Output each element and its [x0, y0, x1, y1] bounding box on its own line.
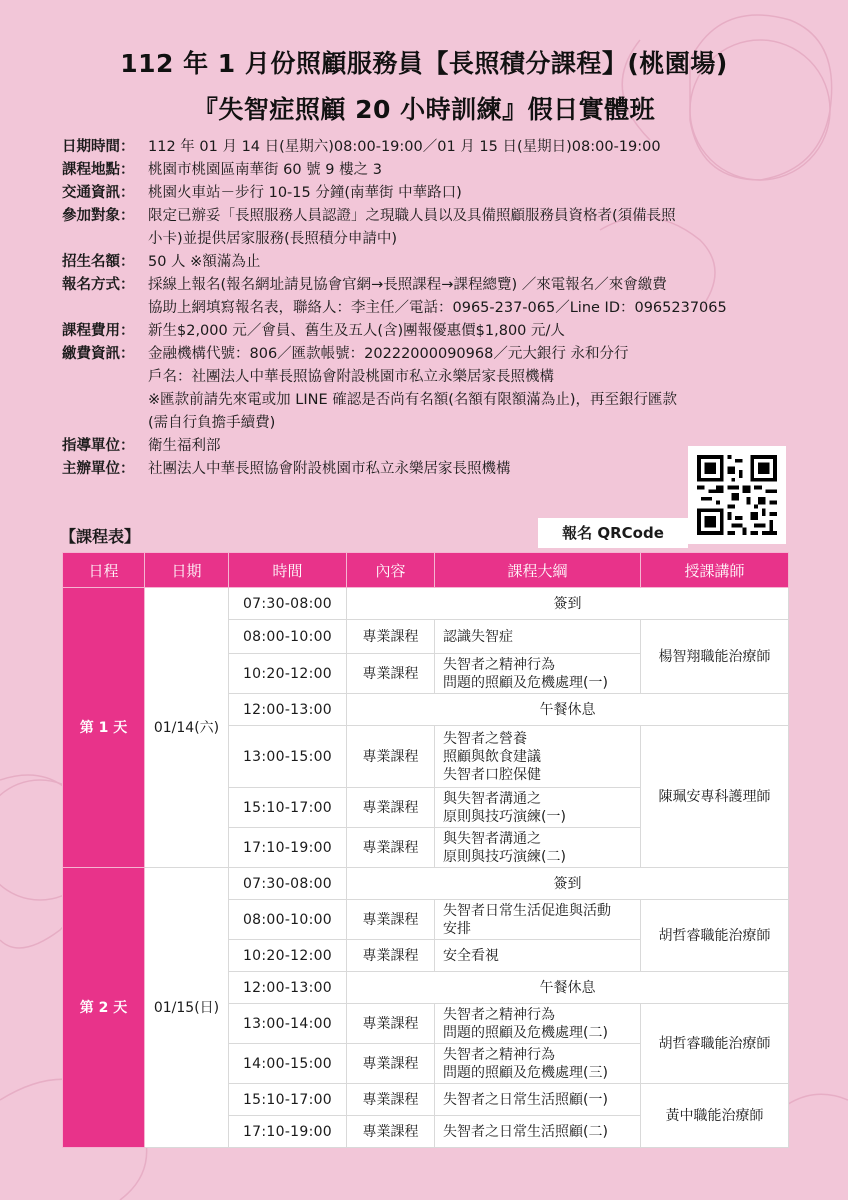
- topic-line: 失智者之精神行為: [443, 1006, 555, 1023]
- instructor-cell: 黃中職能治療師: [641, 1084, 789, 1148]
- page-title: 112 年 1 月份照顧服務員【長照積分課程】(桃園場): [120, 49, 728, 78]
- time-cell: 08:00-10:00: [229, 900, 347, 940]
- content-cell: 專業課程: [347, 900, 435, 940]
- time-cell: 10:20-12:00: [229, 940, 347, 972]
- info-row: [62, 182, 792, 205]
- content-cell: 專業課程: [347, 620, 435, 654]
- info-value: [148, 136, 792, 159]
- header-outline: 課程大綱: [435, 553, 641, 588]
- day-cell: 第 2 天: [63, 868, 145, 1148]
- info-value: [148, 182, 792, 205]
- topic-cell: [435, 1044, 641, 1084]
- topic-line: 失智者之營養: [443, 730, 527, 747]
- topic-line: 失智者之日常生活照顧(一): [443, 1091, 608, 1108]
- merged-cell: 午餐休息: [347, 972, 789, 1004]
- schedule-heading: 【課程表】: [60, 527, 141, 546]
- info-line: 112 年 01 月 14 日(星期六)08:00-19:00／01 月 15 日(星期日)08:00-19:00: [148, 139, 661, 155]
- info-label: 招生名額：: [62, 254, 135, 270]
- time-cell: 13:00-14:00: [229, 1004, 347, 1044]
- topic-cell: [435, 828, 641, 868]
- time-cell: 14:00-15:00: [229, 1044, 347, 1084]
- time-cell: 07:30-08:00: [229, 868, 347, 900]
- info-line: 桃園市桃園區南華街 60 號 9 樓之 3: [148, 162, 382, 178]
- info-line: 衛生福利部: [148, 438, 221, 454]
- topic-line: 與失智者溝通之: [443, 830, 541, 847]
- info-label: 課程地點：: [62, 162, 135, 178]
- info-row: [62, 320, 792, 343]
- info-line: 採線上報名(報名網址請見協會官網→長照課程→課程總覽) ／來電報名／來會繳費: [148, 277, 667, 293]
- content-cell: 專業課程: [347, 1044, 435, 1084]
- info-line: (需自行負擔手續費): [148, 415, 276, 431]
- info-value: [148, 251, 792, 274]
- topic-line: 安排: [443, 920, 471, 937]
- registration-qr-code[interactable]: [688, 446, 786, 544]
- instructor-cell: 胡哲睿職能治療師: [641, 900, 789, 972]
- topic-line: 與失智者溝通之: [443, 790, 541, 807]
- info-line: 50 人 ※額滿為止: [148, 254, 261, 270]
- date-cell: 01/15(日): [145, 868, 229, 1148]
- info-label: 指導單位：: [62, 438, 135, 454]
- table-row: [63, 868, 789, 900]
- info-value: [148, 274, 792, 320]
- info-row: [62, 458, 792, 481]
- topic-line: 照顧與飲食建議: [443, 748, 541, 765]
- topic-cell: [435, 900, 641, 940]
- info-label: 主辦單位：: [62, 461, 135, 477]
- content-cell: 專業課程: [347, 1004, 435, 1044]
- info-line: 金融機構代號：806／匯款帳號：20222000090968／元大銀行 永和分行: [148, 346, 629, 362]
- info-line: 社團法人中華長照協會附設桃園市私立永樂居家長照機構: [148, 461, 511, 477]
- merged-cell: 簽到: [347, 588, 789, 620]
- info-label: 繳費資訊：: [62, 346, 135, 362]
- topic-line: 問題的照顧及危機處理(三): [443, 1064, 608, 1081]
- time-cell: 17:10-19:00: [229, 1116, 347, 1148]
- info-label: 參加對象：: [62, 208, 135, 224]
- merged-cell: 簽到: [347, 868, 789, 900]
- header-day: 日程: [63, 553, 145, 588]
- time-cell: 17:10-19:00: [229, 828, 347, 868]
- info-line: 桃園火車站－步行 10-15 分鐘(南華街 中華路口): [148, 185, 462, 201]
- content-cell: 專業課程: [347, 654, 435, 694]
- instructor-cell: 陳珮安專科護理師: [641, 726, 789, 868]
- topic-cell: [435, 620, 641, 654]
- info-line: 小卡)並提供居家服務(長照積分申請中): [148, 231, 397, 247]
- time-cell: 08:00-10:00: [229, 620, 347, 654]
- time-cell: 10:20-12:00: [229, 654, 347, 694]
- course-schedule-table: [62, 552, 789, 1148]
- topic-line: 問題的照顧及危機處理(二): [443, 1024, 608, 1041]
- info-row: [62, 136, 792, 159]
- page-subtitle: 『失智症照顧 20 小時訓練』假日實體班: [192, 95, 656, 124]
- info-value: [148, 343, 792, 435]
- topic-cell: [435, 1004, 641, 1044]
- time-cell: 13:00-15:00: [229, 726, 347, 788]
- topic-line: 失智者之精神行為: [443, 656, 555, 673]
- topic-line: 失智者口腔保健: [443, 766, 541, 783]
- info-line: 限定已辦妥「長照服務人員認證」之現職人員以及具備照顧服務員資格者(須備長照: [148, 208, 676, 224]
- topic-cell: [435, 726, 641, 788]
- info-line: ※匯款前請先來電或加 LINE 確認是否尚有名額(名額有限額滿為止)，再至銀行匯款: [148, 392, 678, 408]
- merged-cell: 午餐休息: [347, 694, 789, 726]
- info-line: 戶名：社團法人中華長照協會附設桃園市私立永樂居家長照機構: [148, 369, 554, 385]
- time-cell: 15:10-17:00: [229, 1084, 347, 1116]
- info-label: 報名方式：: [62, 277, 135, 293]
- info-label: 日期時間：: [62, 139, 135, 155]
- topic-line: 原則與技巧演練(一): [443, 808, 566, 825]
- topic-line: 原則與技巧演練(二): [443, 848, 566, 865]
- course-info-list: [62, 136, 792, 481]
- info-label: 交通資訊：: [62, 185, 135, 201]
- table-row: [63, 588, 789, 620]
- content-cell: 專業課程: [347, 1084, 435, 1116]
- info-row: [62, 274, 792, 320]
- time-cell: 07:30-08:00: [229, 588, 347, 620]
- header-content: 內容: [347, 553, 435, 588]
- header-time: 時間: [229, 553, 347, 588]
- info-row: [62, 435, 792, 458]
- content-cell: 專業課程: [347, 940, 435, 972]
- topic-cell: [435, 1116, 641, 1148]
- topic-line: 失智者日常生活促進與活動: [443, 902, 611, 919]
- day-cell: 第 1 天: [63, 588, 145, 868]
- time-cell: 12:00-13:00: [229, 694, 347, 726]
- info-row: [62, 343, 792, 435]
- content-cell: 專業課程: [347, 1116, 435, 1148]
- info-line: 協助上網填寫報名表，聯絡人：李主任／電話：0965-237-065／Line ID：0965237065: [148, 300, 727, 316]
- topic-line: 問題的照顧及危機處理(一): [443, 674, 608, 691]
- instructor-cell: 楊智翔職能治療師: [641, 620, 789, 694]
- header-instructor: 授課講師: [641, 553, 789, 588]
- time-cell: 12:00-13:00: [229, 972, 347, 1004]
- date-cell: 01/14(六): [145, 588, 229, 868]
- topic-cell: [435, 788, 641, 828]
- content-cell: 專業課程: [347, 788, 435, 828]
- info-value: [148, 159, 792, 182]
- info-value: [148, 320, 792, 343]
- info-row: [62, 159, 792, 182]
- info-row: [62, 251, 792, 274]
- qr-code-label: 報名 QRCode: [538, 518, 688, 548]
- time-cell: 15:10-17:00: [229, 788, 347, 828]
- info-value: [148, 205, 792, 251]
- topic-line: 失智者之日常生活照顧(二): [443, 1123, 608, 1140]
- topic-line: 失智者之精神行為: [443, 1046, 555, 1063]
- qr-code-icon: [697, 455, 777, 535]
- table-header-row: [63, 553, 789, 588]
- topic-cell: [435, 654, 641, 694]
- header-date: 日期: [145, 553, 229, 588]
- content-cell: 專業課程: [347, 828, 435, 868]
- topic-line: 安全看視: [443, 947, 499, 964]
- instructor-cell: 胡哲睿職能治療師: [641, 1004, 789, 1084]
- content-cell: 專業課程: [347, 726, 435, 788]
- info-row: [62, 205, 792, 251]
- topic-cell: [435, 940, 641, 972]
- topic-cell: [435, 1084, 641, 1116]
- info-label: 課程費用：: [62, 323, 135, 339]
- topic-line: 認識失智症: [443, 628, 513, 645]
- info-line: 新生$2,000 元／會員、舊生及五人(含)團報優惠價$1,800 元/人: [148, 323, 565, 339]
